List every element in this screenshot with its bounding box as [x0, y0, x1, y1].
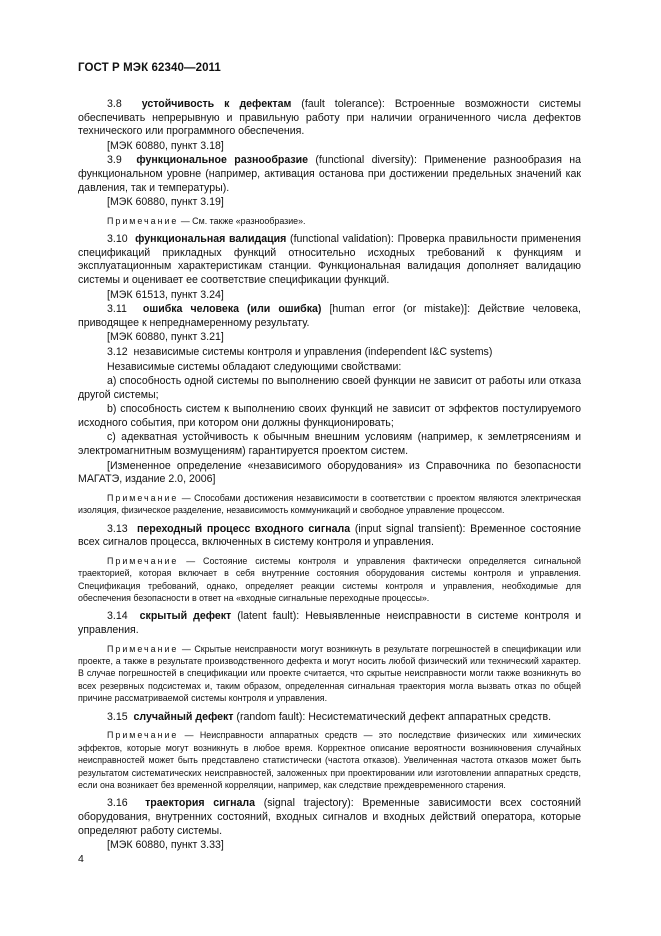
clause-3-8: [78, 98, 581, 139]
clause-3-10: [78, 233, 581, 287]
clause-number: 3.10: [107, 233, 128, 246]
definition: (input signal transient): Временное состояние всех сигналов процесса, включенных в систему контроля и управления.: [78, 522, 581, 549]
term: случайный дефект: [133, 710, 234, 723]
note-text: — См. также «разнообразие».: [178, 215, 306, 226]
note: [78, 555, 581, 605]
definition: (latent fault): Невыявленные неисправности в системе контроля и управления.: [78, 610, 581, 637]
term: траектория сигнала: [145, 797, 255, 810]
note-label: Примечание: [107, 215, 179, 226]
term: устойчивость к дефектам: [141, 98, 292, 110]
reference: [МЭК 60880, пункт 3.33]: [107, 839, 224, 852]
note-text: — Неисправности аппаратных средств — это последствие физических или химических эффектов, которые могут возникнуть в любое время. Корректное описание вероятности возникновения случайных неисправностей может быть представлено статистически (частота отказов). Увеличенная частота отказов может быть результатом систематических неисправностей, заложенных при проектировании или изготовлении аппаратных средств, если она возникает без временной корреляции, например, как следствие преждевременного старения.: [78, 730, 581, 790]
paragraph: Независимые системы обладают следующими свойствами:: [107, 360, 402, 373]
definition: (random fault): Несистематический дефект аппаратных средств.: [233, 710, 552, 723]
reference: [Измененное определение «независимого оборудования» из Справочника по безопасности МАГАТЭ, издание 2.0, 2006]: [78, 459, 581, 486]
reference: [МЭК 61513, пункт 3.24]: [107, 288, 224, 301]
term: скрытый дефект: [139, 610, 232, 623]
term: переходный процесс входного сигнала: [137, 522, 351, 535]
list-item-c: c) адекватная устойчивость к обычным внешним условиям (например, к землетрясениям и электромагнитным возмущениям) гарантируется проектом систем.: [78, 431, 581, 458]
list-item-b: b) способность систем к выполнению своих функций не зависит от эффектов постулируемого исходного события, при котором они должны функционировать;: [78, 403, 581, 429]
clause-3-14: [78, 610, 581, 637]
clause-3-13: [78, 523, 581, 550]
reference: [МЭК 60880, пункт 3.18]: [107, 139, 224, 152]
list-item-a: a) способность одной системы по выполнению своей функции не зависит от работы или отказа другой системы;: [78, 375, 581, 401]
note: [78, 492, 581, 517]
clause-number: 3.14: [107, 610, 128, 623]
clause-number: 3.15: [107, 710, 128, 723]
note-label: Примечание: [107, 643, 179, 654]
clause-number: 3.11: [107, 303, 127, 316]
reference: [МЭК 60880, пункт 3.21]: [107, 331, 224, 344]
clause-3-12: [78, 346, 581, 360]
term: функциональная валидация: [135, 233, 287, 246]
clause-number: 3.8: [107, 98, 122, 110]
definition: (signal trajectory): Временные зависимости всех состояний оборудования, внутренних состояний, входных сигналов и входных действий оператора, которые определяют работу системы.: [78, 797, 581, 837]
clause-3-11: [78, 303, 581, 330]
document-body: [78, 98, 581, 854]
note-text: — Скрытые неисправности могут возникнуть в результате погрешностей в спецификации или проекте, а также в результате производственного дефекта и могут носить любой физический или технический характер. В случае погрешностей в спецификации или проекте считается, что скрытые неисправности могли также возникнуть во всех резервных подсистемах и, таким образом, определенная сигнальная траектория могла вызвать отказ по общей причине рассматриваемой системы контроля и управления.: [78, 643, 581, 704]
reference: [МЭК 60880, пункт 3.19]: [107, 196, 224, 209]
clause-number: 3.12: [107, 345, 128, 358]
clause-3-16: [78, 797, 581, 838]
note-label: Примечание: [107, 555, 179, 566]
note-text: — Состояние системы контроля и управления фактически определяется сигнальной траекторией, которая включает в себя внутренние состояния оборудования системы контроля и управления. Спецификация требований, однако, определяет реакции системы контроля и управления, необходимые для обеспечения безопасности в ответ на «входные сигнальные переходные процессы».: [78, 555, 581, 604]
note-label: Примечание: [107, 492, 179, 503]
term: ошибка человека (или ошибка): [142, 303, 322, 316]
definition: [human error (or mistake)]: Действие человека, приводящее к непреднамеренному результату.: [78, 303, 582, 329]
note-text: — Способами достижения независимости в соответствии с проектом являются электрическая изоляция, физическое разделение, независимость коммуникаций и свободное управление процессом.: [78, 492, 581, 516]
note-label: Примечание: [107, 730, 179, 741]
note: [78, 729, 581, 791]
note: [78, 215, 581, 227]
clause-number: 3.13: [107, 522, 128, 535]
clause-number: 3.16: [107, 797, 128, 810]
clause-3-15: [78, 711, 581, 725]
document-header: ГОСТ Р МЭК 62340—2011: [78, 62, 221, 74]
note: [78, 643, 581, 705]
page-number: 4: [78, 853, 84, 865]
clause-3-9: [78, 154, 581, 195]
definition: (functional diversity): Применение разнообразия на функциональном уровне (например, активация останова при достижении предельных значений как давления, так и температуры).: [78, 154, 582, 194]
definition: (fault tolerance): Встроенные возможности системы обеспечивать непрерывную и правильную работу при наличии ограниченного числа дефектов технического или программного обеспечения.: [78, 98, 581, 138]
definition: (functional validation): Проверка правильности применения спецификаций прикладных функций относительно исходных требований к функциям и эксплуатационным характеристикам станции. Функциональная валидация дополняет валидацию системы и оценивает ее соответствие спецификации функций.: [78, 233, 581, 286]
clause-number: 3.9: [107, 154, 122, 167]
term: функциональное разнообразие: [136, 154, 309, 167]
definition: независимые системы контроля и управления (independent I&C systems): [133, 345, 493, 358]
